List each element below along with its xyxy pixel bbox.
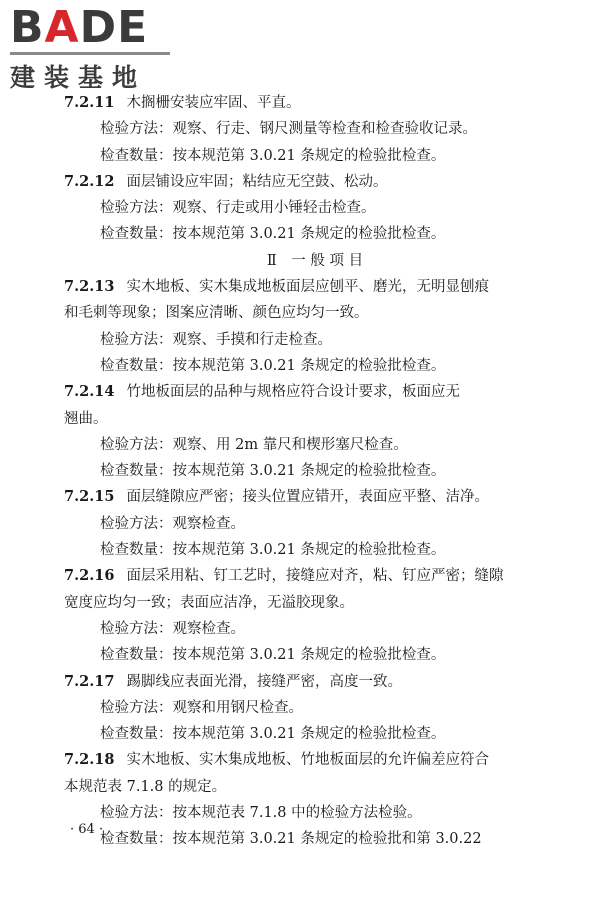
clause-text: 竹地板面层的品种与规格应符合设计要求，板面应无 xyxy=(126,384,460,401)
clause-line xyxy=(64,90,536,116)
logo-chinese-name: 建装基地 xyxy=(10,63,147,92)
inspection-line: 检验方法：按本规范表 7.1.8 中的检验方法检验。 xyxy=(100,805,422,822)
inspection-line: 检查数量：按本规范第 3.0.21 条规定的检验批检查。 xyxy=(100,147,446,164)
clause-number: 7.2.16 xyxy=(64,567,115,585)
clause-number: 7.2.18 xyxy=(64,751,115,769)
clause-line xyxy=(64,484,536,510)
clause-line xyxy=(64,274,536,300)
clause-number: 7.2.14 xyxy=(64,383,115,401)
clause-text: 踢脚线应表面光滑，接缝严密，高度一致。 xyxy=(126,673,402,690)
inspection-line: 检验方法：观察检查。 xyxy=(100,515,245,532)
inspection-line: 检查数量：按本规范第 3.0.21 条规定的检验批检查。 xyxy=(100,726,446,743)
clause-number: 7.2.13 xyxy=(64,278,115,296)
page-number: · 64 · xyxy=(70,822,104,837)
clause-text: 面层采用粘、钉工艺时，接缝应对齐，粘、钉应严密；缝隙 xyxy=(126,568,504,585)
clause-text: 木搁栅安装应牢固、平直。 xyxy=(126,95,301,111)
inspection-line: 检查数量：按本规范第 3.0.21 条规定的检验批检查。 xyxy=(100,647,446,664)
continuation-line: 翘曲。 xyxy=(64,410,108,427)
clause-text: 实木地板、实木集成地板面层应刨平、磨光，无明显刨痕 xyxy=(126,279,489,296)
clause-number: 7.2.15 xyxy=(64,488,115,506)
document-body xyxy=(64,90,536,853)
inspection-line: 检查数量：按本规范第 3.0.21 条规定的检验批检查。 xyxy=(100,357,446,374)
inspection-line: 检查数量：按本规范第 3.0.21 条规定的检验批检查。 xyxy=(100,542,446,559)
inspection-line: 检验方法：观察和用钢尺检查。 xyxy=(100,699,303,716)
continuation-line: 和毛刺等现象；图案应清晰、颜色应均匀一致。 xyxy=(64,305,369,322)
clause-line xyxy=(64,169,536,195)
clause-text: 面层缝隙应严密；接头位置应错开，表面应平整、洁净。 xyxy=(126,489,489,506)
continuation-line: 本规范表 7.1.8 的规定。 xyxy=(64,778,227,795)
inspection-line: 检查数量：按本规范第 3.0.21 条规定的检验批检查。 xyxy=(100,226,446,243)
bade-logo xyxy=(10,2,180,92)
inspection-line: 检验方法：观察、行走、钢尺测量等检查和检查验收记录。 xyxy=(100,121,477,138)
continuation-line: 宽度应均匀一致；表面应洁净，无溢胶现象。 xyxy=(64,594,354,611)
inspection-line: 检查数量：按本规范第 3.0.21 条规定的检验批和第 3.0.22 xyxy=(100,831,482,848)
clause-number: 7.2.12 xyxy=(64,172,115,190)
clause-line xyxy=(64,747,536,773)
clause-line xyxy=(64,563,536,589)
clause-line xyxy=(64,379,536,405)
inspection-line: 检验方法：观察检查。 xyxy=(100,620,245,637)
inspection-line: 检查数量：按本规范第 3.0.21 条规定的检验批检查。 xyxy=(100,463,446,480)
inspection-line: 检验方法：观察、手摸和行走检查。 xyxy=(100,331,332,348)
inspection-line: 检验方法：观察、用 2m 靠尺和楔形塞尺检查。 xyxy=(100,436,408,453)
clause-number: 7.2.17 xyxy=(64,672,115,690)
clause-line xyxy=(64,669,536,695)
clause-number: 7.2.11 xyxy=(64,94,115,111)
logo-wordmark: BADE xyxy=(10,2,149,53)
inspection-line: 检验方法：观察、行走或用小锤轻击检查。 xyxy=(100,200,376,217)
clause-text: 实木地板、实木集成地板、竹地板面层的允许偏差应符合 xyxy=(126,752,489,769)
section-heading: Ⅱ 一 般 项 目 xyxy=(266,252,364,269)
clause-text: 面层铺设应牢固；粘结应无空鼓、松动。 xyxy=(126,173,388,190)
